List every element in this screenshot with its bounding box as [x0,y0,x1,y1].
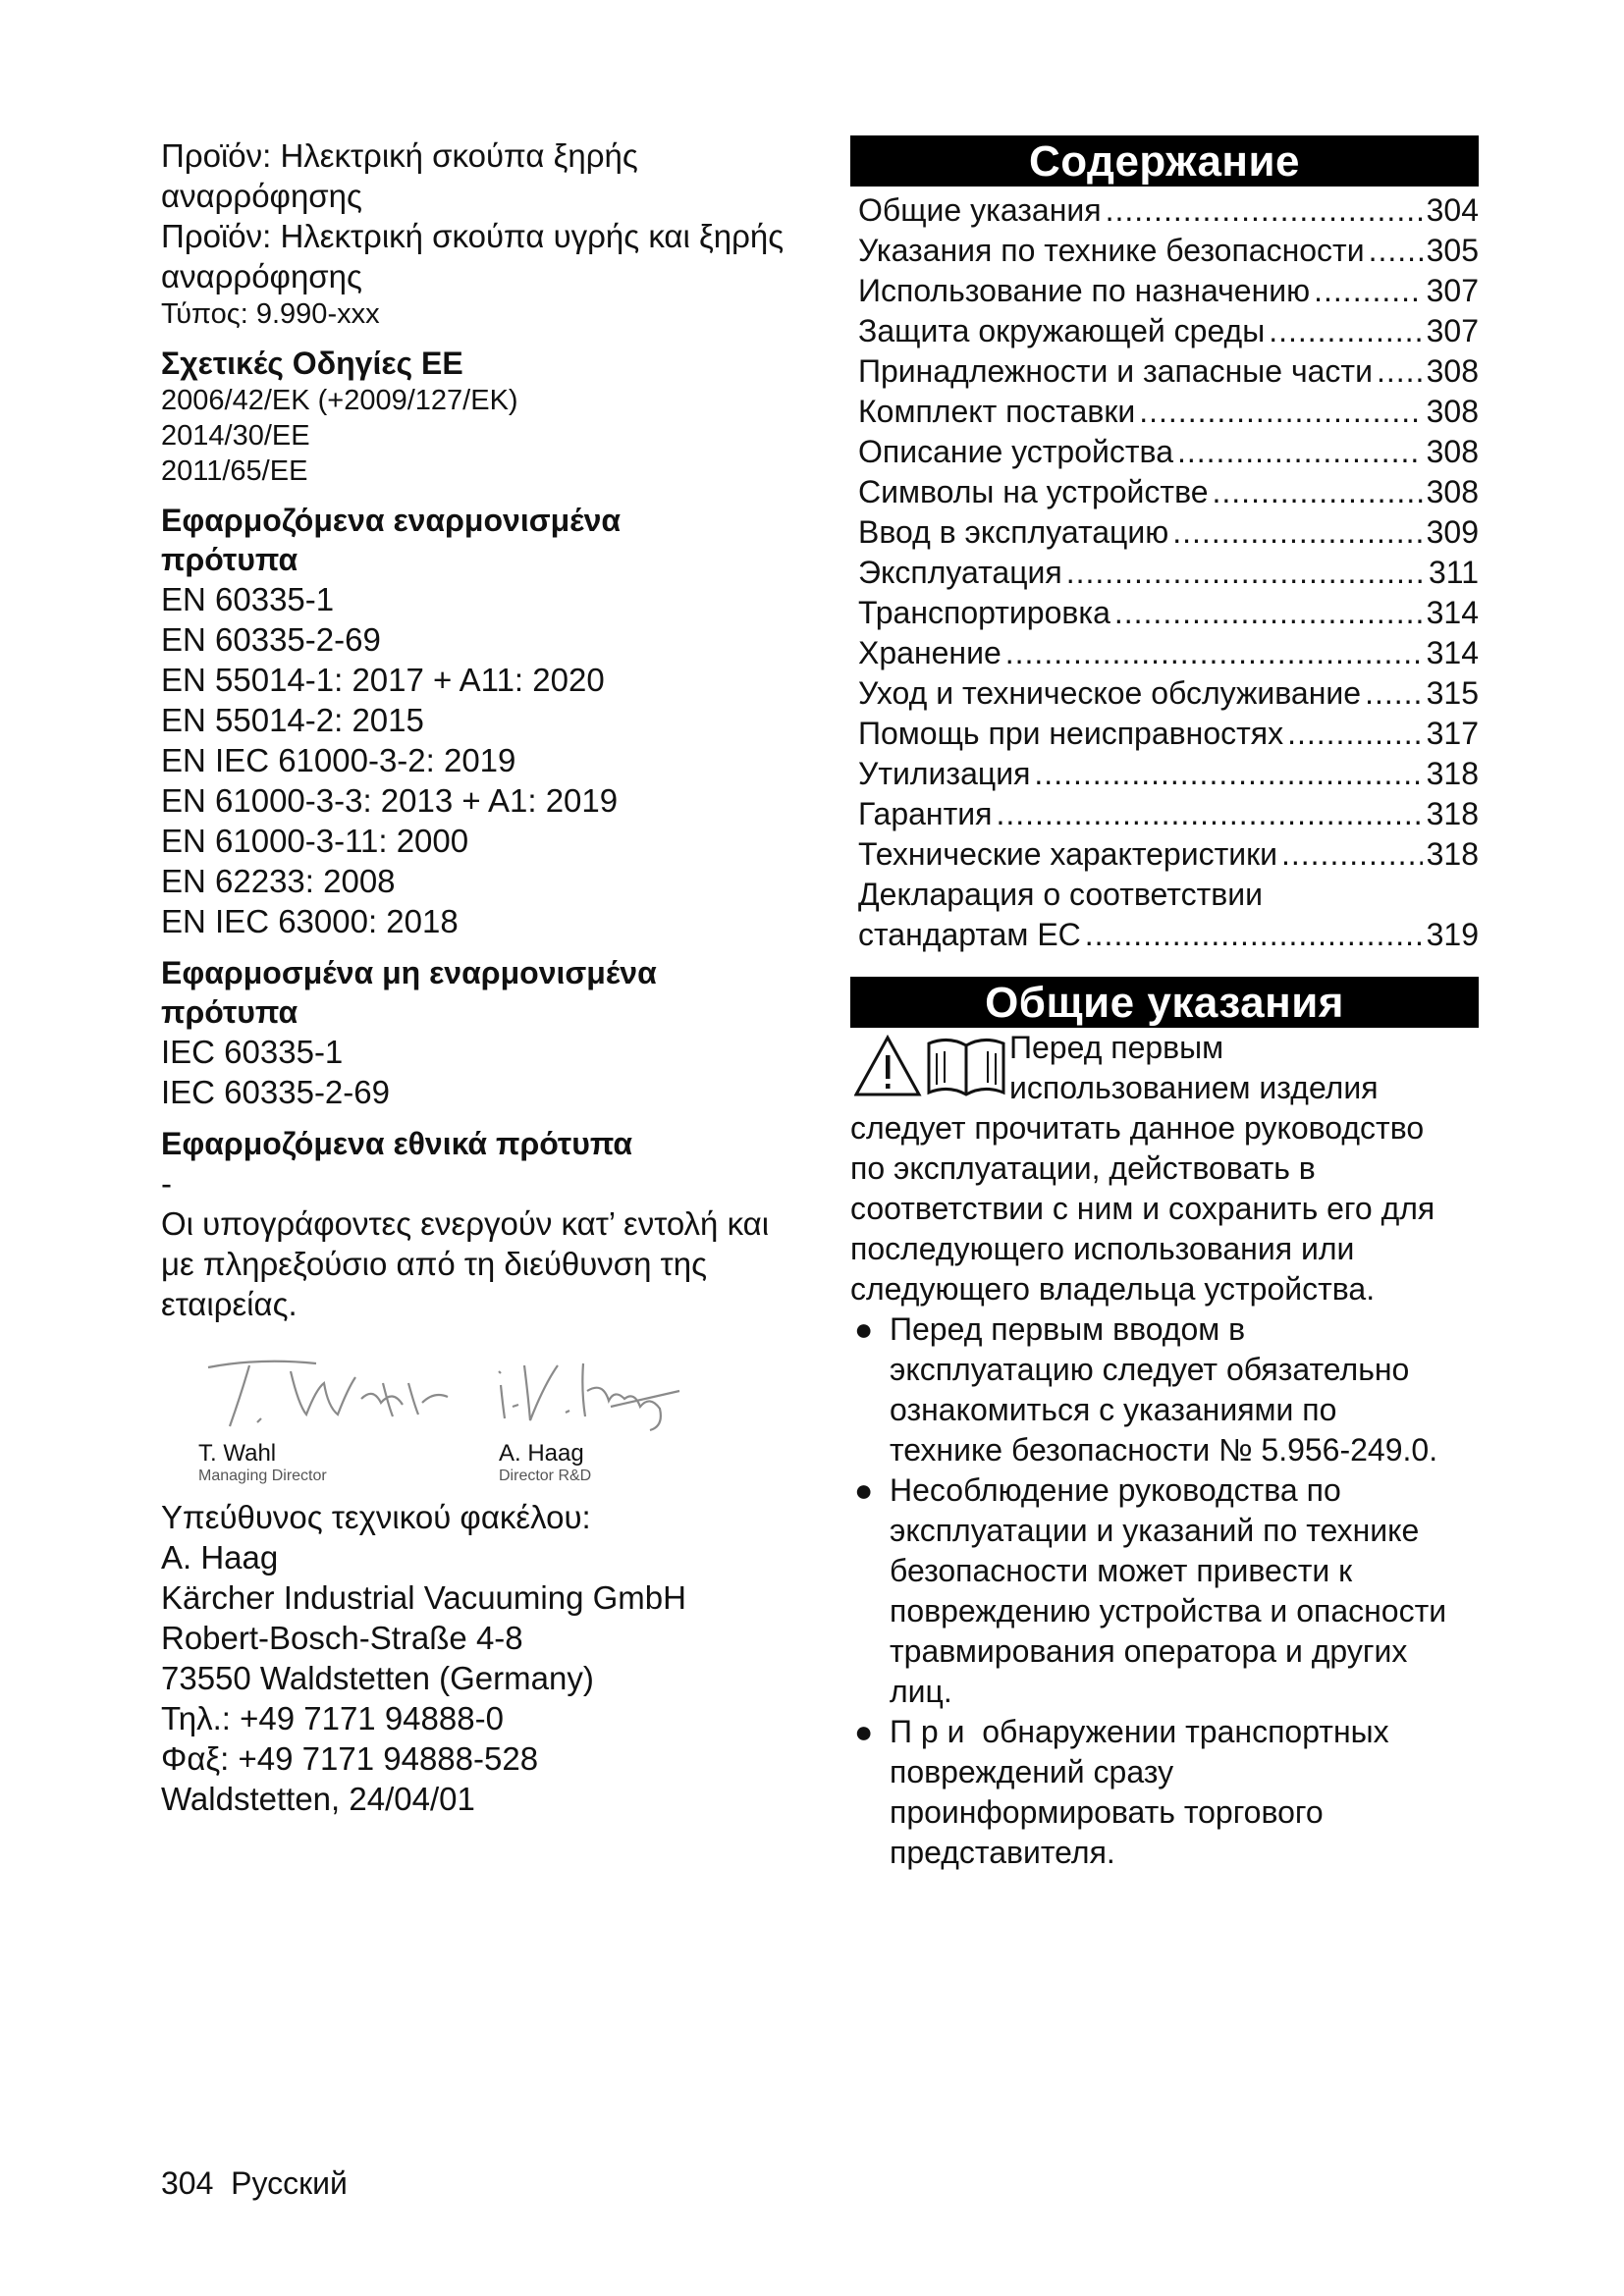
bullet-icon: ● [854,1472,874,1508]
manual-book-icon [929,1040,1003,1095]
address-line: A. Haag [161,1539,279,1575]
toc-entry[interactable]: Уход и техническое обслуживание ..... 315 [858,673,1479,714]
address-line: Kärcher Industrial Vacuuming GmbH [161,1579,686,1616]
page-number: 304 [161,2165,214,2201]
bullet-icon: ● [854,1714,874,1749]
toc-entry[interactable]: Хранение ..... 314 [858,633,1479,673]
address-line: 73550 Waldstetten (Germany) [161,1660,594,1696]
standard-item: EN 60335-1 [161,581,335,617]
signature-name: A. Haag [499,1440,584,1467]
address-line: Τηλ.: +49 7171 94888-0 [161,1700,504,1736]
directive-item: 2011/65/EE [161,455,308,487]
national-standards-heading: Εφαρμοζόμενα εθνικά πρότυπα [161,1126,633,1161]
intro-line: использованием изделия [1009,1070,1379,1105]
bullet-item: ● Несоблюдение руководства по эксплуатации и указаний по технике безопасности может привести к повреждению устройства и опасности травмирования оператора и других лиц. [854,1472,1447,1709]
signature-haag [493,1352,689,1434]
product-line: αναρρόφησης [161,258,362,294]
signature-block [161,1342,809,1489]
toc-entry[interactable]: стандартам ЕС ..... 319 [858,915,1479,955]
toc-entry[interactable]: Эксплуатация ..... 311 [858,553,1479,593]
standard-item: EN 55014-2: 2015 [161,702,424,738]
product-line: αναρρόφησης [161,178,362,214]
toc-entry[interactable]: Описание устройства ..... 308 [858,432,1479,472]
address-line: Waldstetten, 24/04/01 [161,1781,475,1817]
toc-entry[interactable]: Помощь при неисправностях ..... 317 [858,714,1479,754]
toc-entry[interactable]: Гарантия ..... 318 [858,794,1479,834]
intro-text: следует прочитать данное руководство по эксплуатации, действовать в соответствии с ним и сохранить его для последующего использования или следующего владельца устройства. [850,1110,1435,1307]
signature-name: T. Wahl [198,1440,277,1467]
toc-title: Содержание [850,135,1479,187]
standard-item: EN 61000-3-3: 2013 + A1: 2019 [161,782,619,819]
signatories-text: με πληρεξούσιο από τη διεύθυνση της [161,1246,707,1282]
toc-list [850,187,1479,955]
product-line: Προϊόν: Ηλεκτρική σκούπα ξηρής [161,137,638,174]
toc-entry[interactable]: Защита окружающей среды ..... 307 [858,311,1479,351]
non-harmonised-standards-heading: Εφαρμοσμένα μη εναρμονισμένα πρότυπα [161,955,657,1030]
toc-entry[interactable]: Утилизация ..... 318 [858,754,1479,794]
footer-language: Русский [231,2165,348,2201]
toc-entry[interactable]: Указания по технике безопасности ..... 305 [858,231,1479,271]
address-line: Robert-Bosch-Straße 4-8 [161,1620,523,1656]
standard-item: EN IEC 61000-3-2: 2019 [161,742,516,778]
contents-column [850,135,1479,1873]
bullet-item: ● Перед первым вводом в эксплуатацию следует обязательно ознакомиться с указаниями по технике безопасности № 5.956-249.0. [854,1311,1438,1468]
directives-heading: Σχετικές Οδηγίες ΕΕ [161,346,463,381]
directive-item: 2006/42/EK (+2009/127/EK) [161,385,518,416]
harmonised-standards-heading: Εφαρμοζόμενα εναρμονισμένα πρότυπα [161,503,622,577]
product-line: Προϊόν: Ηλεκτρική σκούπα υγρής και ξηρής [161,218,785,254]
directive-item: 2014/30/EE [161,420,310,452]
warning-triangle-icon [856,1038,919,1095]
toc-entry[interactable]: Символы на устройстве ..... 308 [858,472,1479,512]
standard-item: IEC 60335-1 [161,1034,344,1070]
toc-entry[interactable]: Использование по назначению ..... 307 [858,271,1479,311]
general-title: Общие указания [850,977,1479,1028]
standard-item: EN 60335-2-69 [161,621,381,658]
toc-entry[interactable]: Технические характеристики ..... 318 [858,834,1479,875]
address-line: Φαξ: +49 7171 94888-528 [161,1740,539,1777]
bullet-item: ● П р и обнаружении транспортных повреждений сразу проинформировать торгового представителя. [854,1714,1389,1870]
signature-wahl [200,1354,456,1432]
intro-line: Перед первым [1009,1030,1224,1065]
signature-title: Managing Director [198,1468,327,1484]
toc-entry[interactable]: Транспортировка ..... 314 [858,593,1479,633]
declaration-column [161,135,809,1819]
toc-entry[interactable]: Комплект поставки ..... 308 [858,392,1479,432]
signature-title: Director R&D [499,1468,592,1484]
signatories-text: εταιρείας. [161,1286,298,1322]
responsible-label: Υπεύθυνος τεχνικού φακέλου: [161,1499,591,1535]
type-line: Τύπος: 9.990-xxx [161,298,380,330]
page-footer [161,2163,348,2203]
standard-item: EN 55014-1: 2017 + A11: 2020 [161,662,605,698]
warning-intro [850,1028,1479,1108]
bullet-icon: ● [854,1311,874,1347]
standard-item: EN 62233: 2008 [161,863,396,899]
toc-entry[interactable]: Ввод в эксплуатацию ..... 309 [858,512,1479,553]
standard-item: EN 61000-3-11: 2000 [161,823,469,859]
standard-item: EN IEC 63000: 2018 [161,903,459,939]
toc-entry-first-line[interactable]: Декларация о соответствии [858,877,1263,912]
standard-item: - [161,1165,172,1201]
signatories-text: Οι υπογράφοντες ενεργούν κατ’ εντολή και [161,1205,770,1242]
standard-item: IEC 60335-2-69 [161,1074,390,1110]
toc-entry[interactable]: Общие указания ..... 304 [858,190,1479,231]
toc-entry[interactable]: Принадлежности и запасные части ..... 308 [858,351,1479,392]
